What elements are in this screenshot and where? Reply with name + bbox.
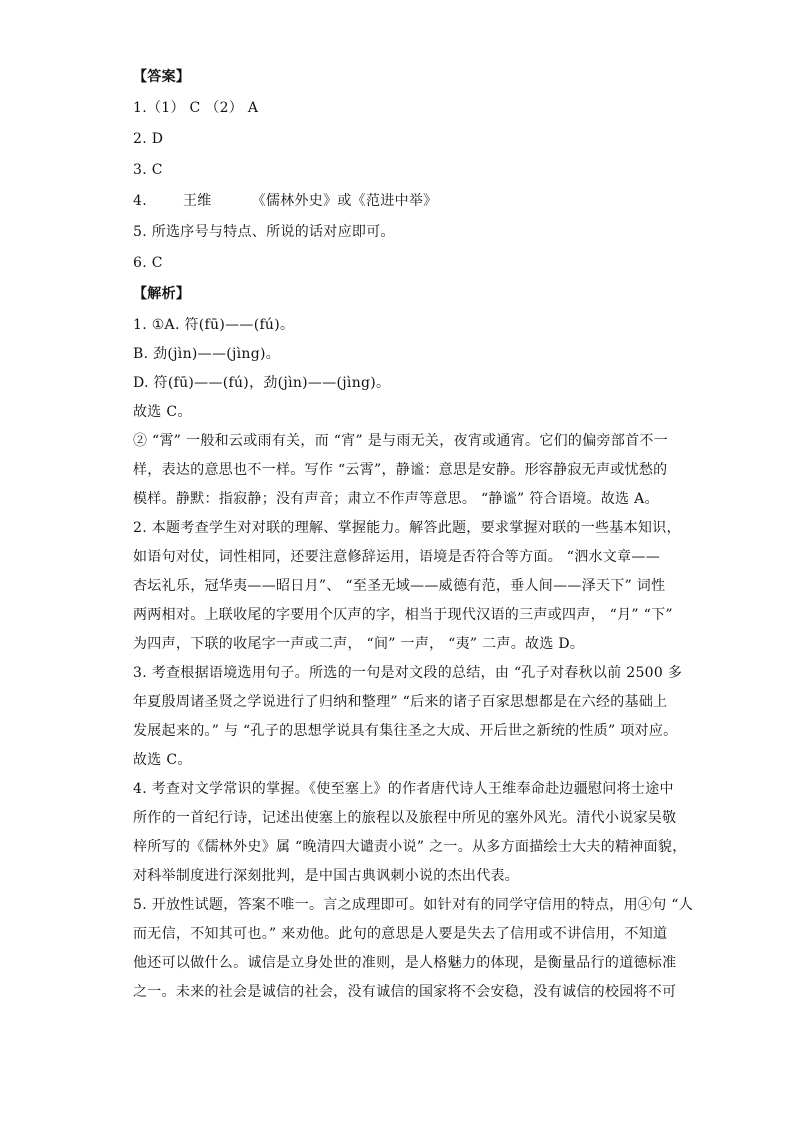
- analysis-line: 3. 考查根据语境选用句子。所选的一句是对文段的总结，由 “孔子对春秋以前 2500 多: [133, 665, 683, 681]
- analysis-line: ② “霄” 一般和云或雨有关，而 “宵” 是与雨无关，夜宵或通宵。它们的偏旁部首不一: [133, 433, 669, 449]
- answer-item-4-author: 王维: [182, 193, 212, 209]
- analysis-line: 5. 开放性试题，答案不唯一。言之成理即可。如针对有的同学守信用的特点，用④句 “人: [133, 897, 694, 913]
- analysis-line: 而无信，不知其可也。” 来劝他。此句的意思是人要是失去了信用或不讲信用，不知道: [133, 926, 668, 942]
- analysis-line: 对科举制度进行深刻批判，是中国古典讽刺小说的杰出代表。: [133, 868, 520, 884]
- analysis-body: [133, 311, 694, 1007]
- answer-item-5: 5. 所选序号与特点、所说的话对应即可。: [133, 224, 395, 240]
- analysis-line: 之一。未来的社会是诚信的社会，没有诚信的国家将不会安稳，没有诚信的校园将不可: [133, 984, 677, 1000]
- analysis-line: 发展起来的。” 与 “孔子的思想学说具有集往圣之大成、开后世之新统的性质” 项对应。: [133, 723, 678, 739]
- analysis-line: 年夏殷周诸圣贤之学说进行了归纳和整理” “后来的诸子百家思想都是在六经的基础上: [133, 694, 668, 710]
- answer-heading: 【答案】: [133, 69, 191, 85]
- analysis-line: 所作的一首纪行诗，记述出使塞上的旅程以及旅程中所见的塞外风光。清代小说家吴敬: [133, 810, 677, 826]
- analysis-line: 1. ①A. 符(fū)——(fú)。: [133, 317, 295, 333]
- answer-item-1: 1.（1） C （2） A: [133, 100, 259, 116]
- analysis-line: 4. 考查对文学常识的掌握。《使至塞上》的作者唐代诗人王维奉命赴边疆慰问将士途中: [133, 781, 674, 797]
- analysis-line: 2. 本题考查学生对对联的理解、掌握能力。解答此题，要求掌握对联的一些基本知识，: [133, 520, 681, 536]
- answer-item-4-book: 《儒林外史》或《范进中举》: [251, 193, 438, 209]
- analysis-line: 样，表达的意思也不一样。写作 “云霄”，静谧：意思是安静。形容静寂无声或忧愁的: [133, 462, 668, 478]
- analysis-line: 杏坛礼乐，冠华夷——昭日月”、 “至圣无域——威德有范，垂人间——泽天下” 词性: [133, 578, 666, 594]
- analysis-line: D. 符(fū)——(fú)，劲(jìn)——(jìng)。: [133, 375, 391, 391]
- answer-item-2: 2. D: [133, 131, 164, 147]
- analysis-line: 故选 C。: [133, 404, 192, 420]
- analysis-line: 如语句对仗，词性相同，还要注意修辞运用，语境是否符合等方面。 “泗水文章——: [133, 549, 661, 565]
- analysis-line: B. 劲(jìn)——(jìng)。: [133, 346, 281, 362]
- analysis-line: 故选 C。: [133, 752, 192, 768]
- document-content: [133, 62, 694, 1007]
- answer-item-4-number: 4.: [133, 193, 147, 209]
- analysis-line: 他还可以做什么。诚信是立身处世的准则，是人格魅力的体现，是衡量品行的道德标准: [133, 955, 677, 971]
- analysis-heading: 【解析】: [133, 286, 191, 302]
- analysis-line: 两两相对。上联收尾的字要用个仄声的字，相当于现代汉语的三声或四声， “月” “下”: [133, 607, 673, 623]
- analysis-line: 梓所写的《儒林外史》属 “晚清四大谴责小说” 之一。从多方面描绘士大夫的精神面貌，: [133, 839, 687, 855]
- analysis-line: 为四声，下联的收尾字一声或二声， “间” 一声， “夷” 二声。故选 D。: [133, 636, 585, 652]
- answer-item-4: [133, 186, 673, 217]
- analysis-line: 模样。静默：指寂静；没有声音；肃立不作声等意思。 “静谧” 符合语境。故选 A。: [133, 491, 659, 507]
- answer-item-3: 3. C: [133, 162, 163, 178]
- answer-item-6: 6. C: [133, 255, 163, 271]
